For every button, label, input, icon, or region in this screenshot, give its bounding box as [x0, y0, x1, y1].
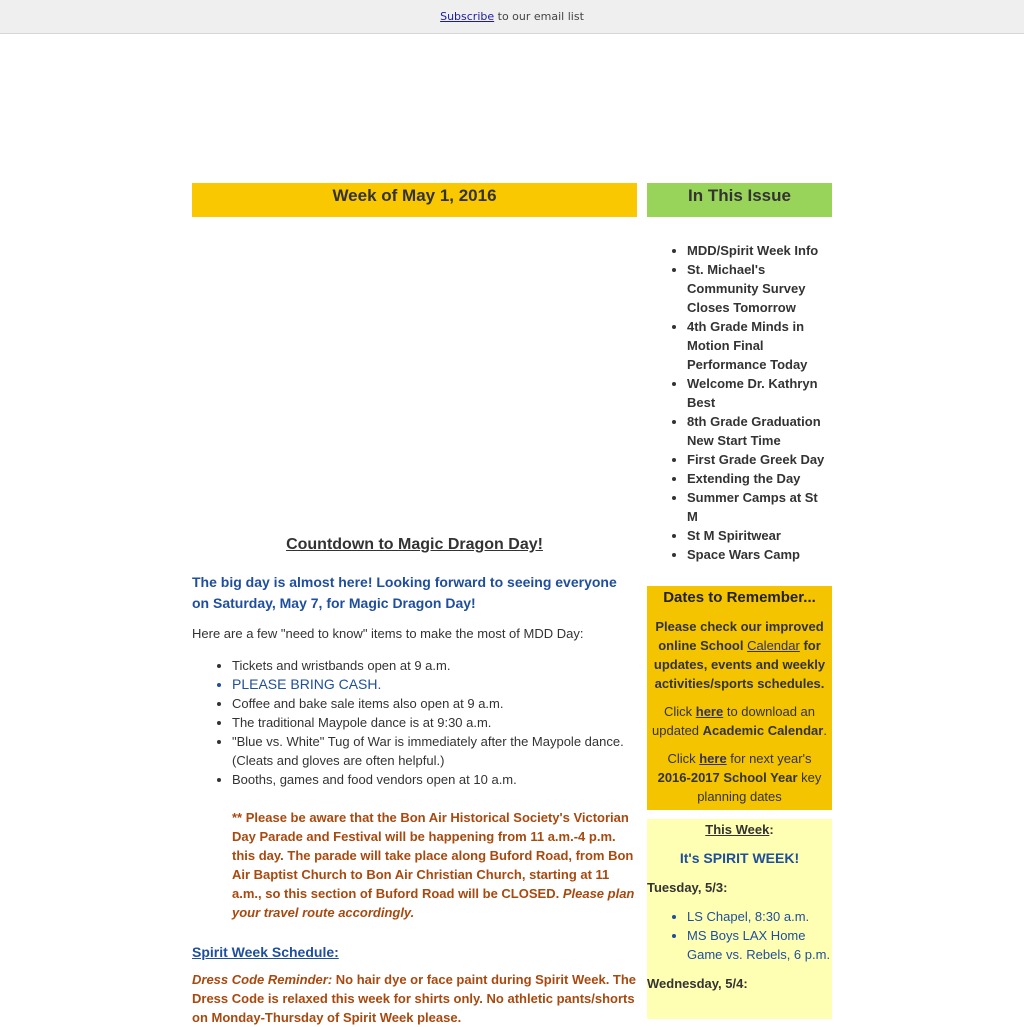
- issue-item: • Extending the Day: [687, 469, 832, 488]
- text: Click: [667, 751, 700, 766]
- parade-notice: [232, 808, 637, 922]
- event-item: • LS Chapel, 8:30 a.m.: [687, 907, 832, 926]
- this-week-box: [647, 819, 832, 1019]
- list-item: • Coffee and bake sale items also open at 9 a.m.: [232, 694, 637, 713]
- academic-calendar-note: [651, 702, 828, 740]
- tuesday-label: Tuesday, 5/3:: [647, 880, 728, 895]
- issue-item: • First Grade Greek Day: [687, 450, 832, 469]
- subscribe-link[interactable]: Subscribe: [440, 10, 495, 23]
- text: :: [769, 822, 774, 837]
- mdd-list: [232, 656, 637, 789]
- need-to-know-text: Here are a few "need to know" items to make the most of MDD Day:: [192, 626, 584, 641]
- parade-notice-text: ** Please be aware that the Bon Air Historical Society's Victorian Day Parade and Festival will be happening from 11 a.m.-4 p.m. this day. The parade will take place along Buford Road, from Bon Air Baptist Church to Bon Air Christian Church, starting at 11 a.m., so this section of Buford Road will be CLOSED.: [232, 810, 634, 901]
- subscribe-text: to our email list: [494, 10, 584, 23]
- dress-code-text: No hair dye or face paint during Spirit Week. The Dress Code is relaxed this week for shirts only. No athletic pants/shorts on Monday-Thursday of Spirit Week please.: [192, 972, 637, 1025]
- issue-list: [687, 241, 832, 564]
- issue-item: • Summer Camps at St M: [687, 488, 832, 526]
- school-year-note: [651, 749, 828, 806]
- calendar-link[interactable]: Calendar: [747, 638, 800, 653]
- spirit-week-schedule-link[interactable]: Spirit Week Schedule:: [192, 944, 339, 960]
- list-item: • Tickets and wristbands open at 9 a.m.: [232, 656, 637, 675]
- issue-item: • Space Wars Camp: [687, 545, 832, 564]
- list-item: • PLEASE BRING CASH.: [232, 675, 637, 694]
- wednesday-label: Wednesday, 5/4:: [647, 976, 748, 991]
- issue-item: • 8th Grade Graduation New Start Time: [687, 412, 832, 450]
- tuesday-list: [687, 907, 832, 964]
- issue-item: • St M Spiritwear: [687, 526, 832, 545]
- list-item: • The traditional Maypole dance is at 9:30 a.m.: [232, 713, 637, 732]
- issue-item: • 4th Grade Minds in Motion Final Performance Today: [687, 317, 832, 374]
- issue-item: • MDD/Spirit Week Info: [687, 241, 832, 260]
- text: Please check our improved online School: [655, 619, 824, 653]
- text: for updates, events and weekly activities/sports schedules.: [653, 638, 826, 691]
- countdown-title: Countdown to Magic Dragon Day!: [286, 536, 543, 553]
- dates-title: Dates to Remember...: [663, 589, 816, 606]
- text: This Week: [705, 822, 770, 837]
- text: .: [823, 723, 827, 738]
- text: for next year's: [726, 751, 812, 766]
- main-column: [192, 183, 637, 1027]
- calendar-note: [651, 617, 828, 693]
- issue-item: • Welcome Dr. Kathryn Best: [687, 374, 832, 412]
- spirit-week-text: It's SPIRIT WEEK!: [679, 850, 800, 866]
- school-year-link[interactable]: here: [699, 751, 727, 766]
- in-this-issue-header: In This Issue: [647, 183, 832, 217]
- this-week-title: [647, 820, 832, 839]
- list-item: • "Blue vs. White" Tug of War is immediately after the Maypole dance. (Cleats and gloves are often helpful.): [232, 732, 637, 770]
- parade-notice-italic: Please plan your travel route accordingly.: [232, 886, 635, 920]
- sidebar: [647, 183, 832, 1019]
- subscribe-bar: [0, 0, 1024, 34]
- list-item: • Booths, games and food vendors open at 10 a.m.: [232, 770, 637, 789]
- dates-to-remember: [647, 586, 832, 810]
- event-item: • MS Boys LAX Home Game vs. Rebels, 6 p.m.: [687, 926, 832, 964]
- academic-calendar-link[interactable]: here: [695, 704, 724, 719]
- text: Academic Calendar: [702, 723, 824, 738]
- week-header: Week of May 1, 2016: [192, 183, 637, 217]
- dress-code-label: Dress Code Reminder:: [192, 972, 333, 987]
- issue-item: • St. Michael's Community Survey Closes Tomorrow: [687, 260, 832, 317]
- text: to download an updated: [652, 704, 816, 738]
- text: Click: [663, 704, 696, 719]
- text: key planning dates: [697, 770, 822, 804]
- text: 2016-2017 School Year: [657, 770, 798, 785]
- dress-code-reminder: [192, 970, 637, 1027]
- intro-text: The big day is almost here! Looking forward to seeing everyone on Saturday, May 7, for Magic Dragon Day!: [192, 574, 617, 611]
